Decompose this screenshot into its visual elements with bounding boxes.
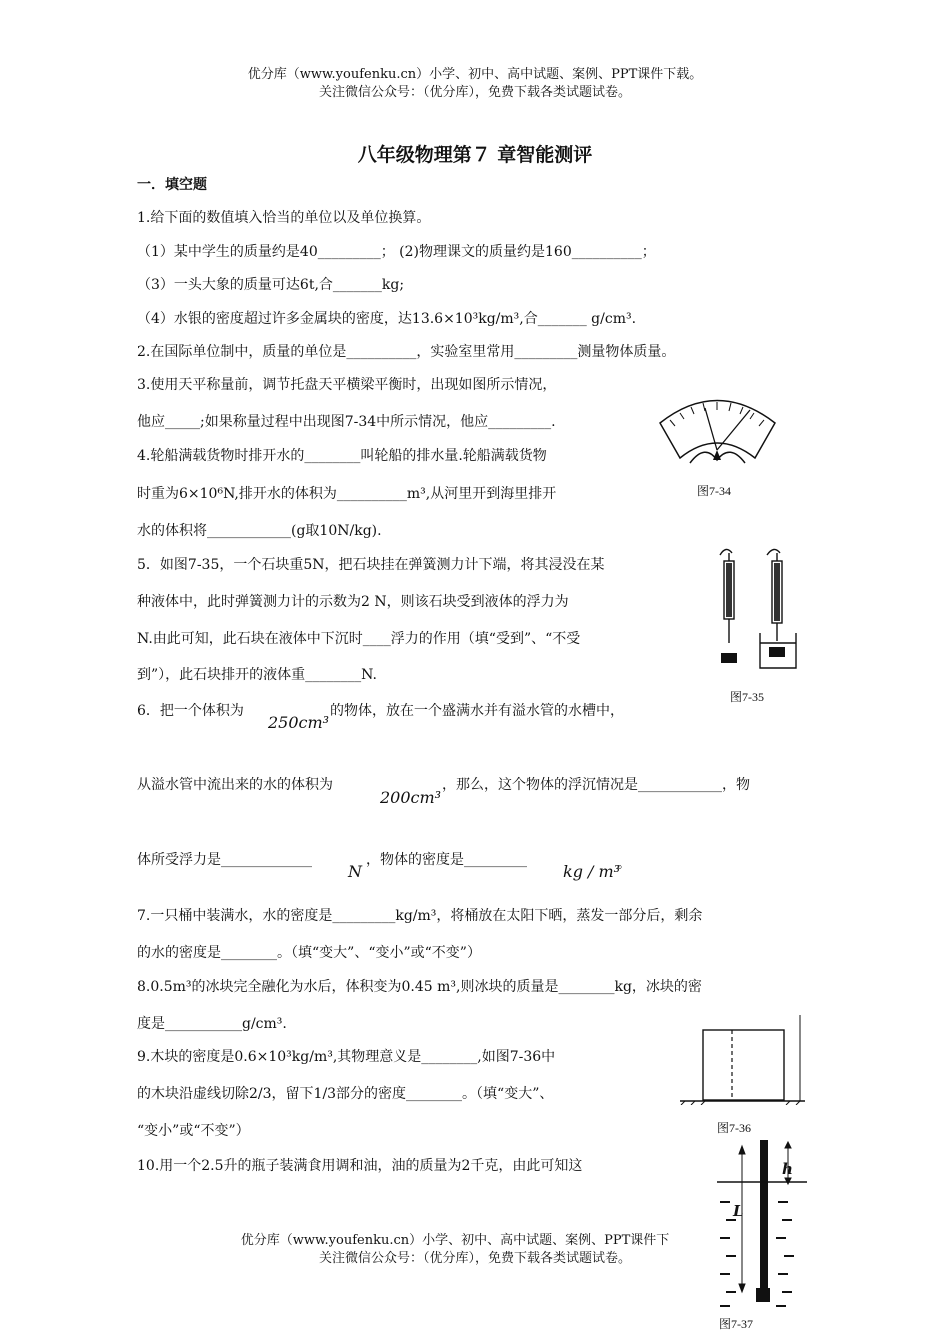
q4-line-3: 水的体积将____________(g取10N/kg). (137, 523, 382, 539)
q1-part-3: （3）一头大象的质量可达6t,合_______kg; (137, 277, 405, 293)
q8-line-2: 度是___________g/cm³. (137, 1016, 287, 1032)
q5-line-3: N.由此可知，此石块在液体中下沉时____浮力的作用（填“受到”、“不受 (137, 631, 581, 647)
q3-line-2: 他应_____;如果称量过程中出现图7-34中所示情况，他应_________. (137, 414, 556, 430)
q6-line-1a: 6．把一个体积为 (137, 703, 244, 719)
q6-unit-newton: N (348, 862, 362, 881)
q1-part-1-2: （1）某中学生的质量约是40_________； (2)物理课文的质量约是160__________； (137, 244, 656, 260)
q10-line-1: 10.用一个2.5升的瓶子装满食用调和油，油的质量为2千克，由此可知这 (137, 1158, 583, 1174)
q7-line-2: 的水的密度是________。（填“变大”、“变小”或“不变”） (137, 945, 481, 961)
q6-line-1b: 的物体，放在一个盛满水并有溢水管的水槽中， (330, 703, 624, 719)
figure-7-36-wood-block (680, 1015, 810, 1105)
q6-unit-density: kg / m³ (563, 862, 621, 881)
figure-7-35-caption: 图7-35 (730, 690, 764, 704)
figure-7-34-caption: 图7-34 (697, 484, 731, 498)
figure-7-37-L-label: L (733, 1202, 744, 1220)
q3-line-1: 3.使用天平称量前，调节托盘天平横梁平衡时，出现如图所示情况， (137, 377, 557, 393)
q6-line-2a: 从溢水管中流出来的水的体积为 (137, 777, 333, 793)
footer-line-2: 关注微信公众号：（优分库），免费下载各类试题试卷。 (318, 1251, 631, 1266)
q6-line-3c: 。 (617, 856, 631, 872)
q9-line-3: “变小”或“不变”） (137, 1123, 250, 1139)
q6-line-2b: ，那么，这个物体的浮沉情况是____________，物 (442, 777, 750, 793)
section-heading: 一．填空题 (137, 177, 207, 193)
q1-part-4: （4）水银的密度超过许多金属块的密度，达13.6×10³kg/m³,合_______ g/cm³. (137, 311, 637, 327)
q1-stem: 1.给下面的数值填入恰当的单位以及单位换算。 (137, 210, 431, 226)
q5-line-2: 种液体中，此时弹簧测力计的示数为2 N，则该石块受到液体的浮力为 (137, 594, 569, 610)
figure-7-34-scale-dial (650, 388, 785, 468)
q7-line-1: 7.一只桶中装满水，水的密度是_________kg/m³，将桶放在太阳下晒，蒸发一部分后，剩余 (137, 908, 703, 924)
q4-line-2: 时重为6×10⁶N,排开水的体积为__________m³,从河里开到海里排开 (137, 486, 557, 502)
q9-line-2: 的木块沿虚线切除2/3，留下1/3部分的密度________。（填“变大”、 (137, 1086, 554, 1102)
page-title: 八年级物理第７ 章智能测评 (357, 144, 593, 166)
figure-7-37-h-label: h (782, 1160, 793, 1178)
q9-line-1: 9.木块的密度是0.6×10³kg/m³,其物理意义是________,如图7-36中 (137, 1049, 556, 1065)
q6-line-3b: ，物体的密度是_________ (366, 852, 527, 868)
q5-line-1: 5．如图7-35，一个石块重5N，把石块挂在弹簧测力计下端，将其浸没在某 (137, 557, 605, 573)
footer-line-1: 优分库（www.youfenku.cn）小学、初中、高中试题、案例、PPT课件下 (240, 1233, 670, 1248)
q6-line-3a: 体所受浮力是_____________ (137, 852, 312, 868)
q8-line-1: 8.0.5m³的冰块完全融化为水后，体积变为0.45 m³,则冰块的质量是________kg，冰块的密 (137, 979, 702, 995)
header-line-1: 优分库（www.youfenku.cn）小学、初中、高中试题、案例、PPT课件下载。 (247, 67, 703, 82)
figure-7-35-spring-scale (712, 543, 802, 673)
figure-7-37-rod-in-water (712, 1140, 812, 1310)
q4-line-1: 4.轮船满载货物时排开水的________叫轮船的排水量.轮船满载货物 (137, 448, 547, 464)
header-line-2: 关注微信公众号：（优分库），免费下载各类试题试卷。 (318, 85, 631, 100)
q5-line-4: 到”），此石块排开的液体重________N. (137, 667, 377, 683)
q2: 2.在国际单位制中，质量的单位是__________，实验室里常用_________测量物体质量。 (137, 344, 676, 360)
figure-7-37-caption: 图7-37 (719, 1317, 753, 1331)
q6-volume-1: 250cm³ (268, 713, 330, 732)
figure-7-36-caption: 图7-36 (717, 1121, 751, 1135)
q6-volume-2: 200cm³ (380, 788, 442, 807)
